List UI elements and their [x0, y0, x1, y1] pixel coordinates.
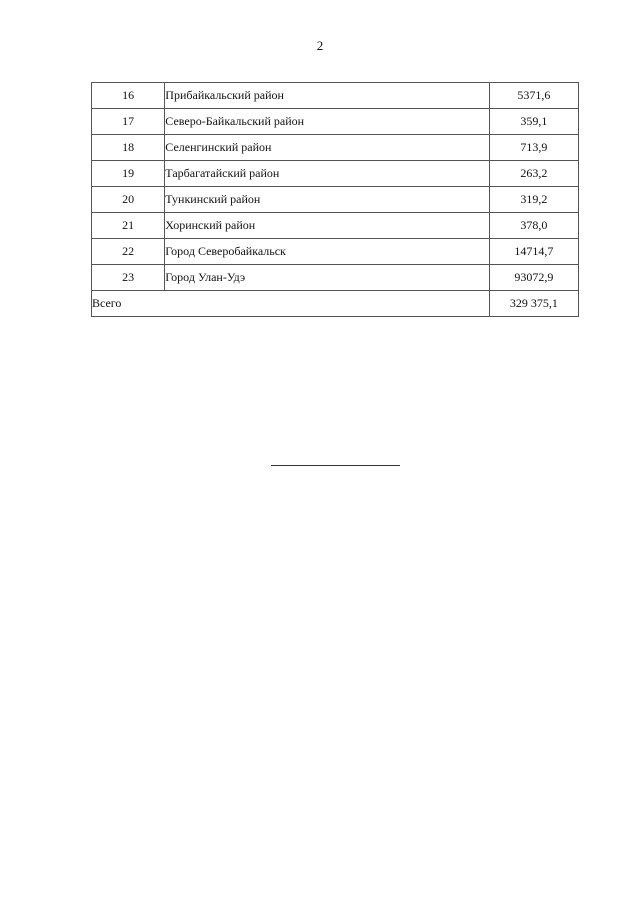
row-name: Тарбагатайский район: [165, 161, 489, 187]
row-number: 23: [92, 265, 165, 291]
row-value: 378,0: [489, 213, 578, 239]
row-number: 21: [92, 213, 165, 239]
row-number: 19: [92, 161, 165, 187]
table-row: [92, 83, 579, 109]
row-name: Северо-Байкальский район: [165, 109, 489, 135]
table-row: [92, 109, 579, 135]
row-name: Тункинский район: [165, 187, 489, 213]
row-name: Город Улан-Удэ: [165, 265, 489, 291]
row-number: 20: [92, 187, 165, 213]
row-number: 22: [92, 239, 165, 265]
table-row: [92, 187, 579, 213]
table-row: [92, 135, 579, 161]
table-row: [92, 265, 579, 291]
row-value: 359,1: [489, 109, 578, 135]
table-row: [92, 161, 579, 187]
total-row: [92, 291, 579, 317]
page-number: 2: [316, 38, 324, 53]
row-number: 17: [92, 109, 165, 135]
end-of-document-rule: [271, 465, 400, 466]
row-value: 319,2: [489, 187, 578, 213]
data-table: [91, 82, 579, 317]
row-value: 713,9: [489, 135, 578, 161]
row-value: 93072,9: [489, 265, 578, 291]
row-name: Прибайкальский район: [165, 83, 489, 109]
row-name: Хоринский район: [165, 213, 489, 239]
row-name: Селенгинский район: [165, 135, 489, 161]
row-name: Город Северобайкальск: [165, 239, 489, 265]
row-value: 263,2: [489, 161, 578, 187]
row-value: 14714,7: [489, 239, 578, 265]
table-row: [92, 239, 579, 265]
total-value: 329 375,1: [489, 291, 578, 317]
row-number: 18: [92, 135, 165, 161]
table-row: [92, 213, 579, 239]
total-label: Всего: [92, 291, 490, 317]
row-number: 16: [92, 83, 165, 109]
row-value: 5371,6: [489, 83, 578, 109]
